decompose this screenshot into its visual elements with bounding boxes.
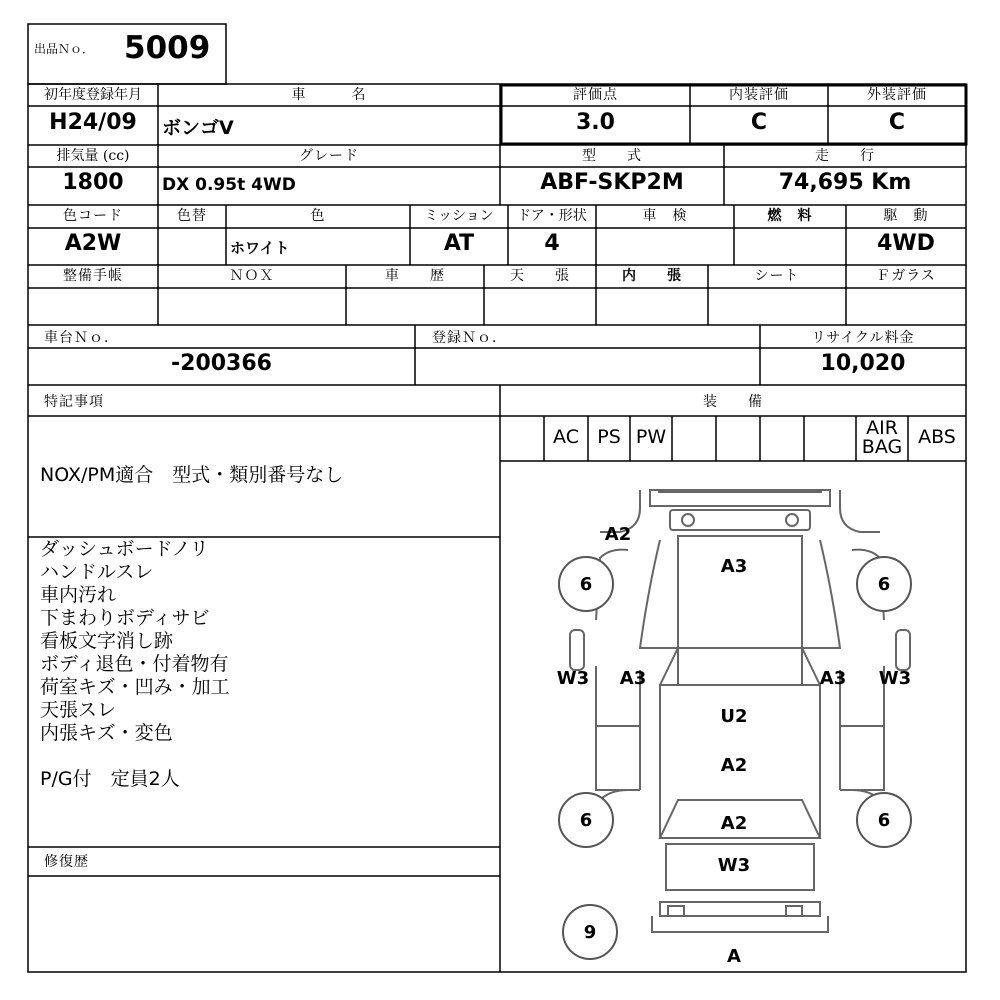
- remarks-label: 特記事項: [44, 394, 104, 410]
- lot-label: 出品Ｎｏ．: [34, 42, 95, 56]
- mark-right-tire-front: 6: [877, 574, 891, 595]
- equip-airbag-1: AIR: [866, 417, 898, 439]
- remarks-item: 車内汚れ: [40, 584, 117, 606]
- model-value: ABF-SKP2M: [540, 170, 684, 195]
- remarks-item: ボディ退色・付着物有: [40, 653, 229, 675]
- interior-label: 内装評価: [729, 87, 789, 103]
- equip-airbag-2: BAG: [861, 436, 903, 458]
- door-label: ドア・形状: [517, 208, 587, 224]
- mark-left-tire-rear: 6: [579, 810, 593, 831]
- mark-hood: A3: [720, 556, 748, 577]
- remarks-item: 天張スレ: [40, 699, 117, 721]
- mileage-value: 74,695 Km: [778, 170, 912, 195]
- remarks-item: 看板文字消し跡: [40, 630, 174, 652]
- model-label: 型 式: [582, 148, 642, 164]
- name-value: ボンゴV: [162, 117, 234, 139]
- mission-value: AT: [443, 231, 475, 256]
- year-label: 初年度登録年月: [44, 87, 142, 103]
- service-label: 整備手帳: [63, 268, 123, 284]
- equip-pw: PW: [635, 426, 667, 448]
- equip-abs: ABS: [918, 426, 956, 448]
- interior-value: C: [750, 110, 768, 135]
- remarks-item: ハンドルスレ: [40, 561, 154, 583]
- glass-label: Ｆガラス: [876, 268, 936, 284]
- color-code-label: 色コード: [63, 208, 123, 224]
- cc-label: 排気量 (cc): [56, 148, 130, 164]
- exterior-value: C: [888, 110, 906, 135]
- name-label: 車 名: [291, 87, 367, 103]
- drive-value: 4WD: [877, 231, 935, 256]
- mark-spare: 9: [583, 922, 597, 943]
- remarks-item: ダッシュボードノリ: [40, 538, 209, 560]
- hood-shape: [678, 536, 802, 648]
- repair-label: 修復歴: [44, 854, 89, 870]
- chassis-value: -200366: [171, 351, 272, 376]
- mark-front-bumper: A2: [604, 524, 632, 545]
- color-code-value: A2W: [64, 231, 122, 256]
- roof-label: 天 張: [510, 268, 570, 284]
- seat-label: シート: [754, 268, 800, 284]
- inspection-label: 車 検: [642, 208, 688, 224]
- mark-rear-panel: A2: [720, 813, 748, 834]
- equipment-label: 装 備: [703, 394, 763, 410]
- mark-right-side-inner: A3: [819, 668, 847, 689]
- remarks-item: P/G付 定員2人: [40, 768, 180, 790]
- drive-label: 駆 動: [883, 208, 929, 224]
- remarks-item: 荷室キズ・凹み・加工: [40, 676, 230, 698]
- cc-value: 1800: [62, 170, 124, 195]
- remarks-list: [40, 538, 496, 791]
- nox-label: ＮＯＸ: [229, 268, 275, 284]
- mark-right-tire-rear: 6: [877, 810, 891, 831]
- recycle-label: リサイクル料金: [811, 330, 915, 346]
- mark-left-side-inner: A3: [619, 668, 647, 689]
- mission-label: ミッション: [424, 208, 494, 224]
- recycle-value: 10,020: [820, 351, 906, 376]
- mark-rear-door: W3: [717, 855, 751, 876]
- color-label: 色: [310, 208, 326, 224]
- score-label: 評価点: [573, 87, 618, 103]
- grille-shape: [670, 510, 810, 530]
- reg-label: 登録Ｎｏ．: [432, 330, 507, 346]
- grade-label: グレード: [299, 148, 359, 164]
- history-label: 車 歴: [385, 268, 445, 284]
- color-value: ホワイト: [230, 239, 290, 257]
- grade-value: DX 0.95t 4WD: [162, 175, 296, 195]
- mileage-label: 走 行: [815, 148, 875, 164]
- equip-ps: PS: [597, 426, 621, 448]
- lot-number: 5009: [124, 30, 211, 66]
- interior-trim-label: 内 張: [622, 268, 682, 284]
- repaint-label: 色替: [177, 208, 207, 224]
- mark-rear-bumper: A: [727, 946, 741, 967]
- year-value: H24/09: [49, 110, 137, 135]
- mark-cargo: A2: [720, 755, 748, 776]
- mark-roof: U2: [720, 706, 748, 727]
- score-value: 3.0: [576, 110, 615, 135]
- door-value: 4: [544, 231, 560, 256]
- fuel-label: 燃 料: [767, 208, 813, 224]
- exterior-label: 外装評価: [867, 87, 927, 103]
- mark-left-side-outer: W3: [556, 668, 590, 689]
- mark-left-tire-front: 6: [579, 574, 593, 595]
- remarks-line-1: NOX/PM適合 型式・類別番号なし: [40, 464, 344, 486]
- equip-ac: AC: [553, 426, 579, 448]
- remarks-item: [40, 745, 496, 768]
- remarks-item: 内張キズ・変色: [40, 722, 173, 744]
- mark-right-side-outer: W3: [878, 668, 912, 689]
- remarks-item: 下まわりボディサビ: [40, 607, 210, 629]
- chassis-label: 車台Ｎｏ．: [44, 330, 119, 346]
